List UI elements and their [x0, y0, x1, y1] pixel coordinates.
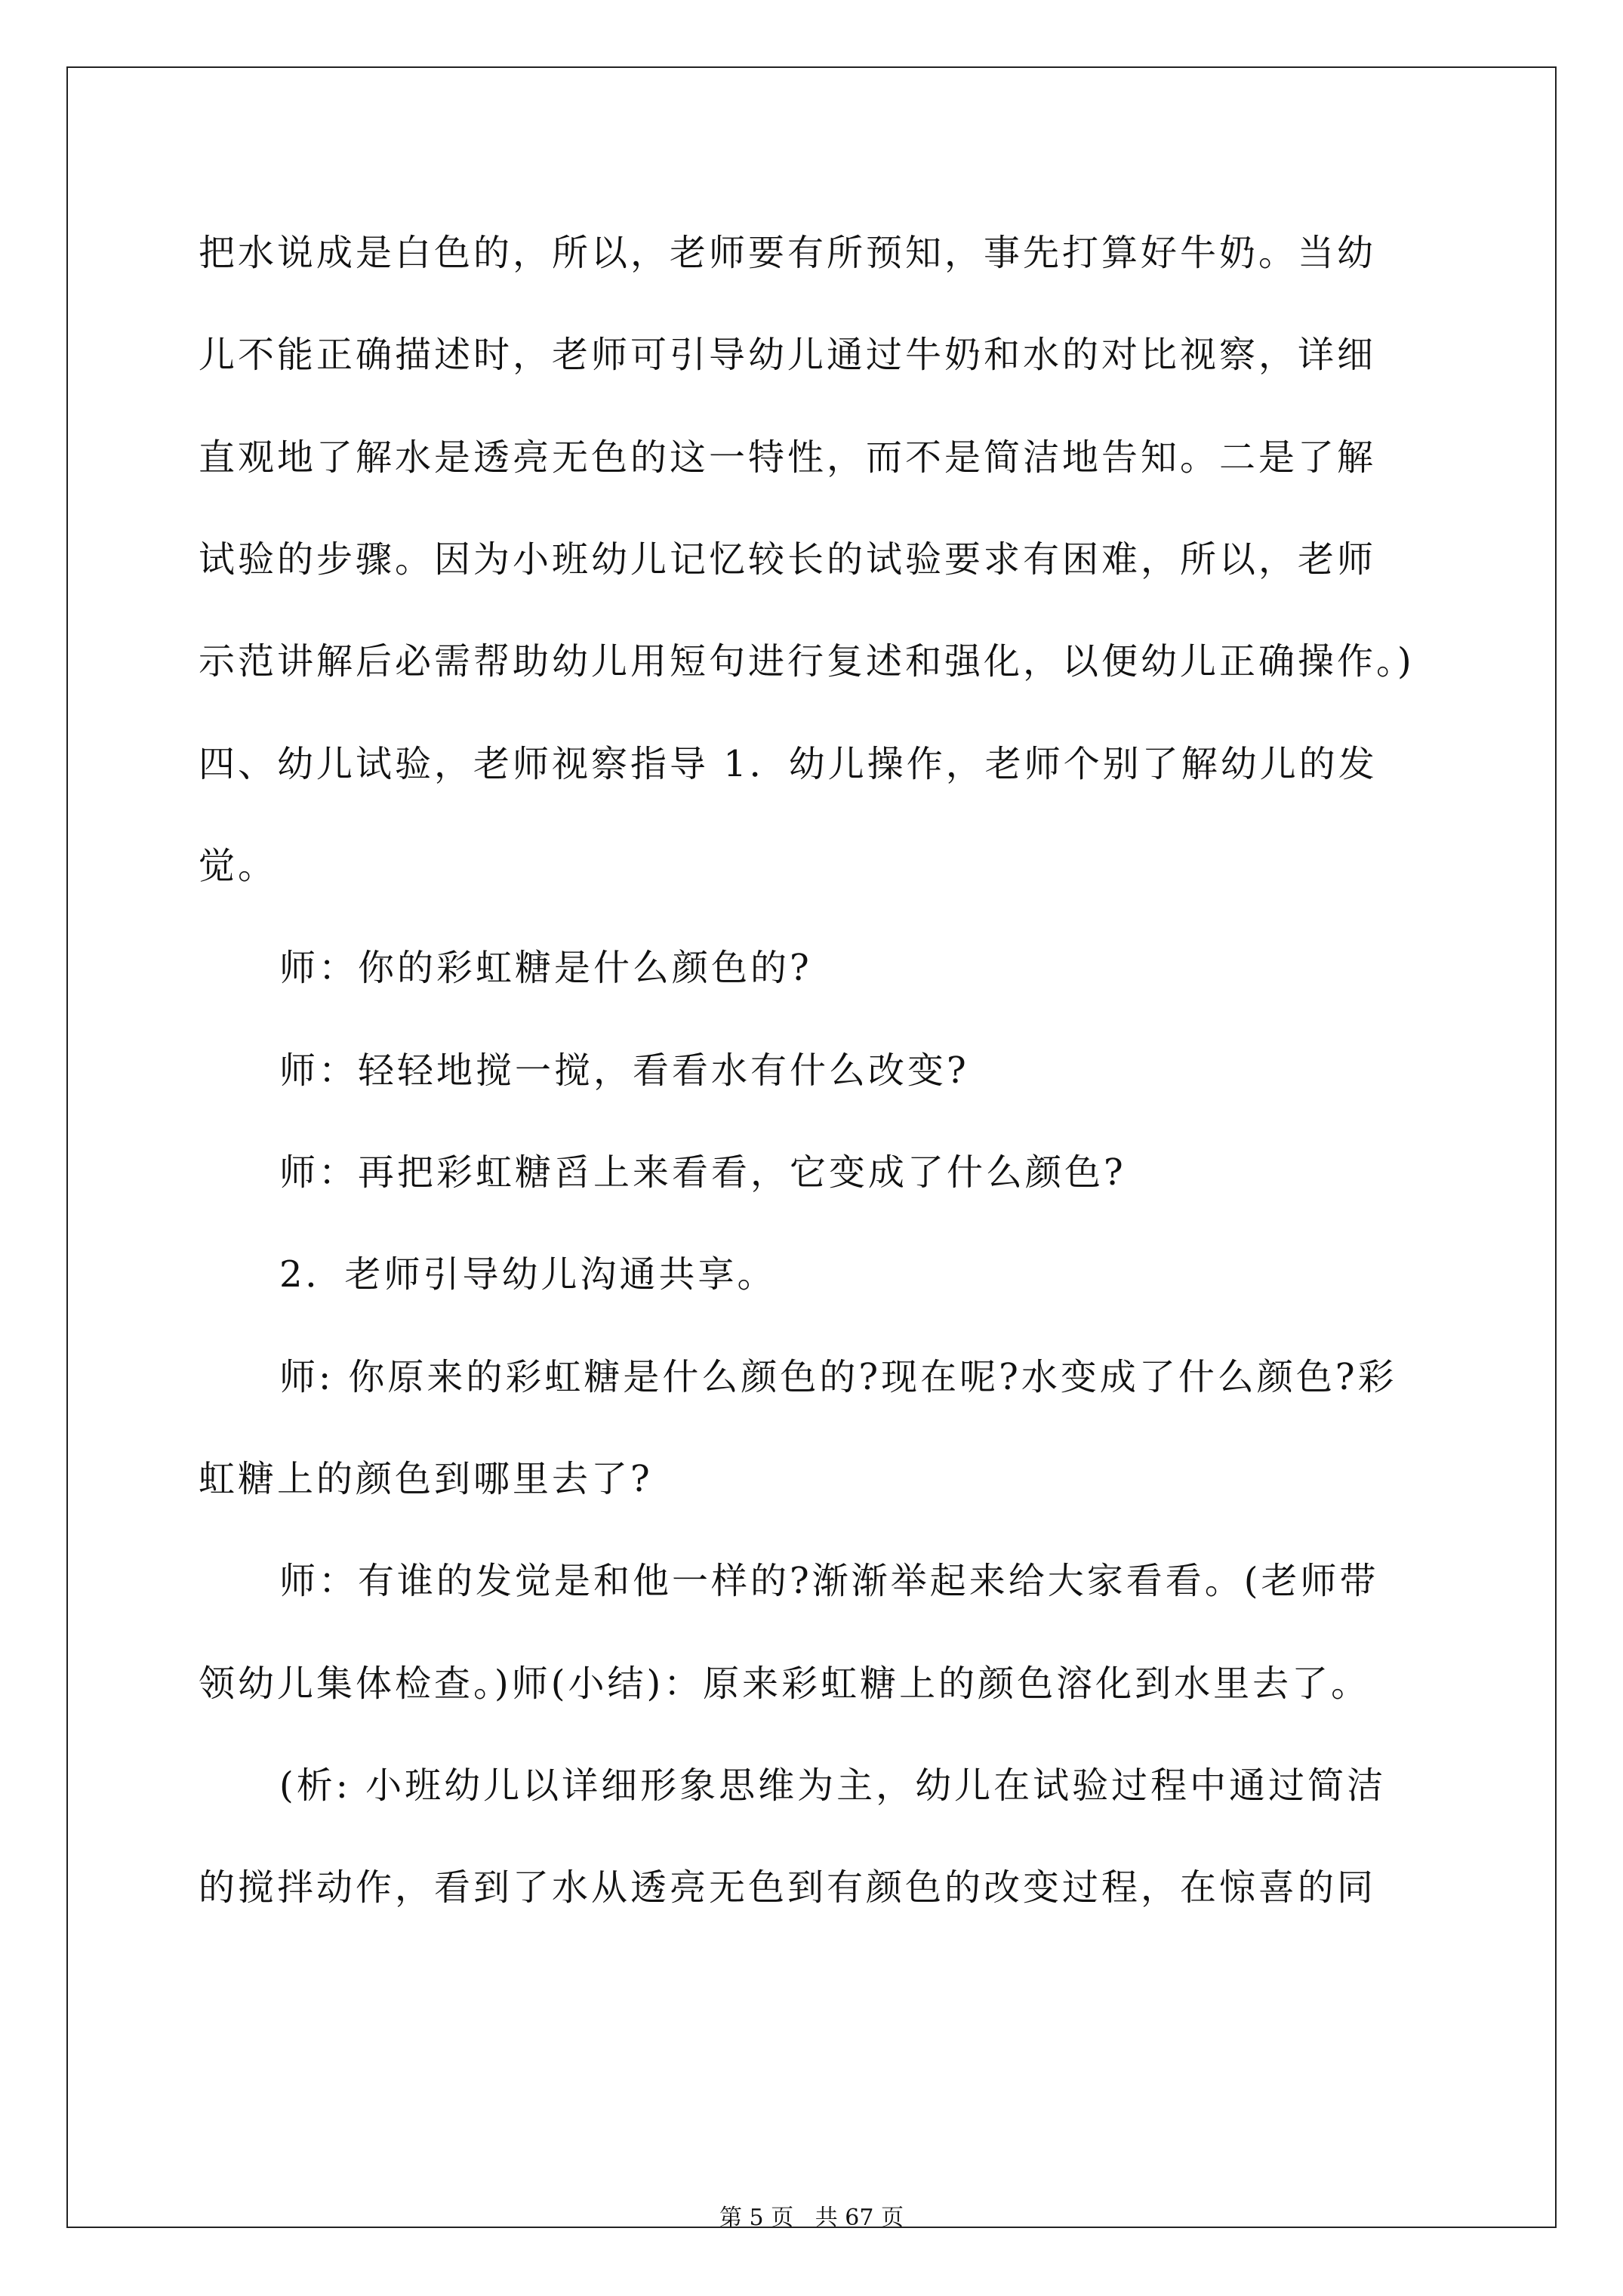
page-number-footer: 第 5 页 共 67 页 [719, 2205, 904, 2231]
body-line: 虹糖上的颜色到哪里去了? [199, 1458, 653, 1500]
body-line: 把水说成是白色的，所以，老师要有所预知，事先打算好牛奶。当幼 [199, 232, 1377, 274]
body-line: 示范讲解后必需帮助幼儿用短句进行复述和强化，以便幼儿正确操作。) [199, 640, 1415, 683]
body-line: 儿不能正确描述时，老师可引导幼儿通过牛奶和水的对比视察，详细 [199, 334, 1377, 376]
analysis-line: (析: 小班幼儿以详细形象思维为主，幼儿在试验过程中通过简洁 [279, 1764, 1387, 1807]
section-line: 2．老师引导幼儿沟通共享。 [279, 1253, 777, 1296]
dialogue-line: 师：有谁的发觉是和他一样的?渐渐举起来给大家看看。(老师带 [279, 1560, 1379, 1602]
body-line: 觉。 [199, 845, 278, 887]
body-line: 的搅拌动作，看到了水从透亮无色到有颜色的改变过程，在惊喜的同 [199, 1866, 1377, 1909]
dialogue-line: 师：轻轻地搅一搅，看看水有什么改变? [279, 1049, 969, 1092]
dialogue-line: 师：再把彩虹糖舀上来看看，它变成了什么颜色? [279, 1151, 1126, 1194]
body-line: 试验的步骤。因为小班幼儿记忆较长的试验要求有困难，所以，老师 [199, 538, 1377, 581]
dialogue-line: 师：你的彩虹糖是什么颜色的? [279, 947, 812, 989]
dialogue-line: 师: 你原来的彩虹糖是什么颜色的?现在呢?水变成了什么颜色?彩 [279, 1356, 1397, 1398]
body-line: 直观地了解水是透亮无色的这一特性，而不是简洁地告知。二是了解 [199, 436, 1377, 479]
body-line: 四、幼儿试验，老师视察指导 1．幼儿操作，老师个别了解幼儿的发 [199, 743, 1378, 785]
body-line: 领幼儿集体检查。)师(小结)：原来彩虹糖上的颜色溶化到水里去了。 [199, 1663, 1371, 1705]
